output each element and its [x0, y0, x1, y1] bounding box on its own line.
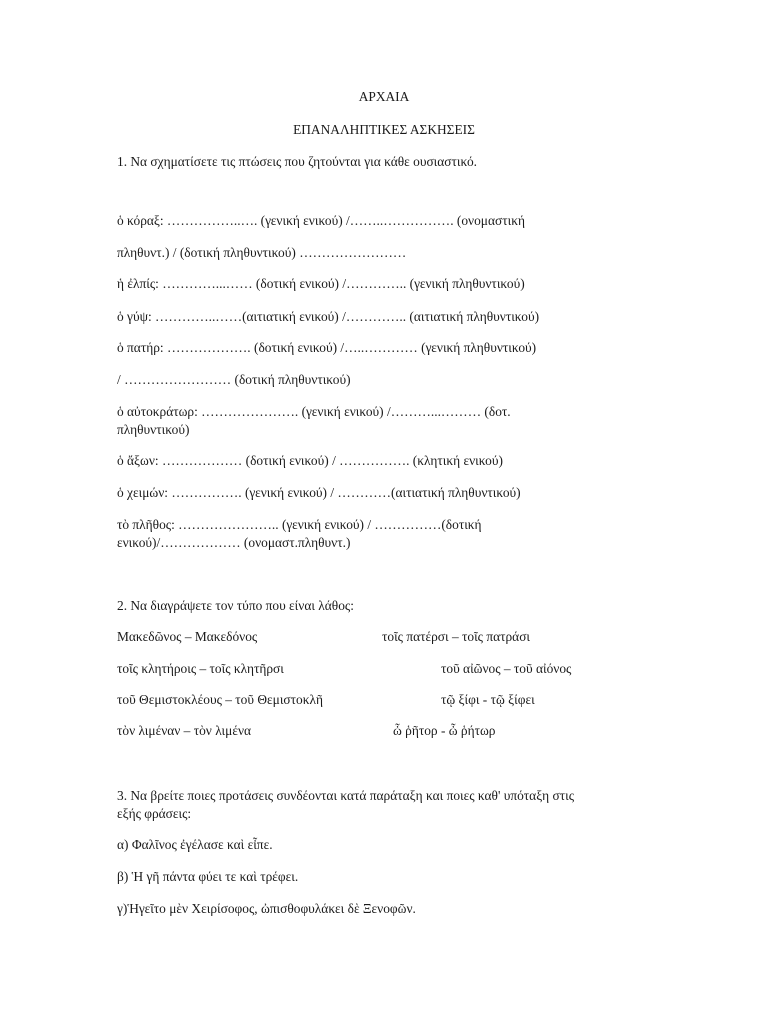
document-title: ΑΡΧΑΙΑ: [358, 89, 410, 104]
exercise-3-item: γ)Ἡγεῖτο μὲν Χειρίσοφος, ὠπισθοφυλάκει δὲ Ξενοφῶν.: [117, 901, 416, 916]
exercise-1-line: πληθυντικού): [117, 422, 190, 437]
exercise-1-line: / …………………… (δοτική πληθυντικού): [117, 372, 351, 387]
exercise-2-option-left: τὸν λιμέναν – τὸν λιμένα: [117, 723, 252, 738]
exercise-2-option-right: ὦ ῥῆτορ - ὦ ῥήτωρ: [393, 723, 496, 738]
exercise-2-option-right: τοῦ αἰῶνος – τοῦ αἰόνος: [441, 661, 572, 676]
exercise-1-line: ὁ κόραξ: ……………..…. (γενική ενικού) /……..……………. (ονομαστική: [117, 213, 525, 228]
exercise-1-line: ενικού)/……………… (ονομαστ.πληθυντ.): [117, 535, 351, 550]
exercise-1-heading: 1. Να σχηματίσετε τις πτώσεις που ζητούνται για κάθε ουσιαστικό.: [117, 154, 477, 169]
exercise-1-line: ὁ ἄξων: ……………… (δοτική ενικού) / ……………. (κλητική ενικού): [117, 453, 503, 468]
exercise-1-line: ὁ χειμών: ……………. (γενική ενικού) / …………(αιτιατική πληθυντικού): [117, 485, 521, 500]
exercise-1-line: τὸ πλῆθος: ………………….. (γενική ενικού) / ……………(δοτική: [117, 517, 482, 532]
exercise-3-heading: εξής φράσεις:: [117, 806, 192, 821]
exercise-2-option-left: τοῖς κλητήροις – τοῖς κλητῆρσι: [117, 661, 284, 676]
exercise-1-line: ὁ αὐτοκράτωρ: …………………. (γενική ενικού) /………...……… (δοτ.: [117, 404, 511, 419]
exercise-3-heading: 3. Να βρείτε ποιες προτάσεις συνδέονται κατά παράταξη και ποιες καθ' υπόταξη στις: [117, 788, 575, 803]
exercise-2-option-left: Μακεδῶνος – Μακεδόνος: [117, 629, 258, 644]
exercise-1-line: ἡ ἐλπίς: …………...…… (δοτική ενικού) /………….. (γενική πληθυντικού): [117, 276, 525, 291]
exercise-2-option-right: τῷ ξίφι - τῷ ξίφει: [441, 692, 535, 707]
exercise-3-item: β) Ἡ γῆ πάντα φύει τε καὶ τρέφει.: [117, 869, 299, 884]
exercise-2-option-left: τοῦ Θεμιστοκλέους – τοῦ Θεμιστοκλῆ: [117, 692, 323, 707]
document-subtitle: ΕΠΑΝΑΛΗΠΤΙΚΕΣ ΑΣΚΗΣΕΙΣ: [293, 122, 475, 137]
exercise-1-line: πληθυντ.) / (δοτική πληθυντικού) ……………………: [117, 245, 407, 260]
exercise-1-line: ὁ πατήρ: ………………. (δοτική ενικού) /…..………… (γενική πληθυντικού): [117, 340, 537, 355]
exercise-2-option-right: τοῖς πατέρσι – τοῖς πατράσι: [382, 629, 531, 644]
exercise-3-item: α) Φαλῖνος ἐγέλασε καὶ εἶπε.: [117, 837, 273, 852]
exercise-1-line: ὁ γύψ: …………..……(αιτιατική ενικού) /………….. (αιτιατική πληθυντικού): [117, 309, 540, 324]
exercise-2-heading: 2. Να διαγράψετε τον τύπο που είναι λάθος:: [117, 598, 354, 613]
